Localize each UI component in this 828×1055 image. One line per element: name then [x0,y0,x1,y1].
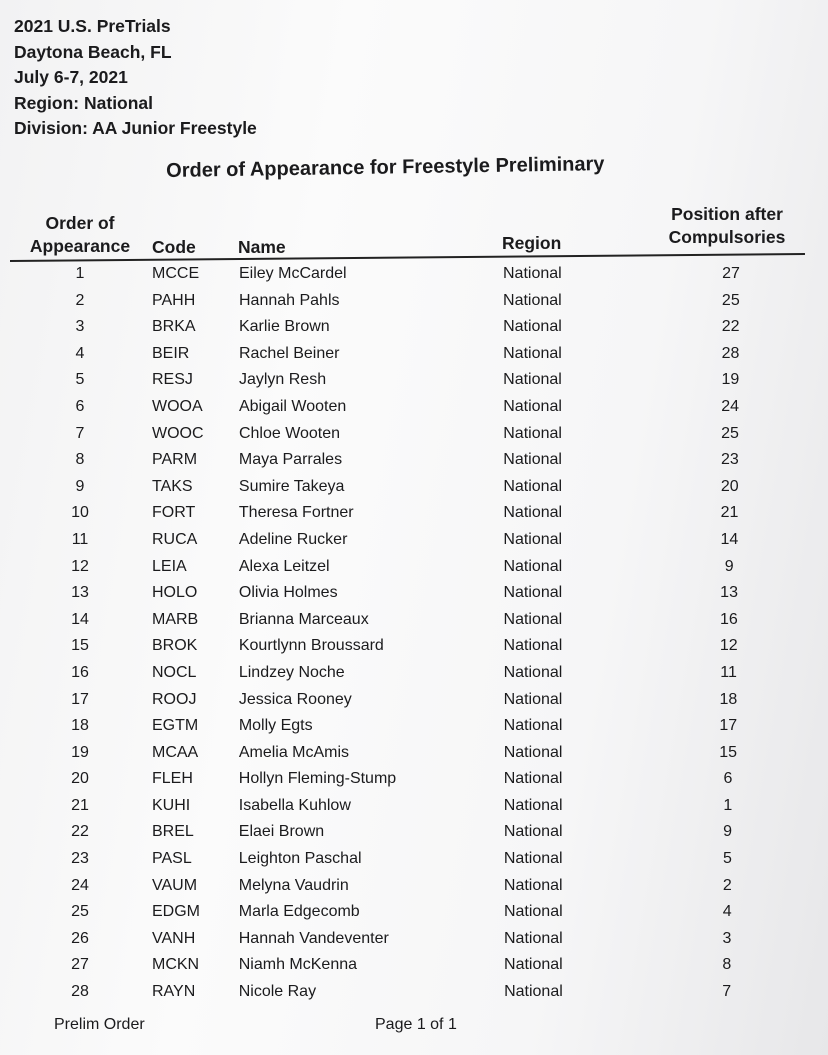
table-row [0,690,828,717]
cell-code: EDGM [152,903,200,921]
footer-label: Prelim Order [54,1016,145,1033]
cell-region: National [503,823,563,841]
cell-position: 7 [722,983,732,1001]
cell-order: 20 [71,770,89,788]
cell-position: 9 [724,557,734,575]
table-row [0,370,828,397]
cell-code: BROK [152,637,198,655]
cell-region: National [503,690,563,708]
cell-order: 24 [71,876,89,894]
cell-region: National [503,637,563,655]
cell-name: Eiley McCardel [239,265,347,282]
cell-order: 27 [71,956,89,974]
cell-order: 18 [71,717,89,735]
results-table [0,264,828,1009]
column-header-region: Region [502,233,562,253]
cell-code: FLEH [152,770,193,788]
cell-region: National [504,956,563,974]
cell-order: 16 [71,663,89,681]
cell-order: 10 [71,504,89,522]
table-row [0,503,828,530]
cell-name: Karlie Brown [238,318,330,336]
cell-name: Alexa Leitzel [238,557,330,575]
table-row [0,557,828,584]
table-row [0,424,828,451]
cell-region: National [503,557,563,575]
column-header-name: Name [238,237,286,257]
event-name: 2021 U.S. PreTrials [14,16,171,36]
cell-order: 8 [75,451,85,469]
cell-name: Theresa Fortner [238,504,354,522]
table-row [0,344,828,371]
table-row [0,769,828,796]
cell-position: 17 [719,717,738,735]
event-division: Division: AA Junior Freestyle [14,118,257,139]
cell-region: National [503,424,562,442]
table-row [0,716,828,743]
table-row [0,636,828,663]
cell-position: 25 [721,424,739,442]
cell-region: National [504,929,563,947]
cell-name: Abigail Wooten [238,397,347,415]
cell-name: Molly Egts [238,717,313,735]
cell-order: 1 [75,265,85,282]
cell-region: National [503,876,563,894]
cell-position: 8 [722,956,732,974]
cell-position: 13 [720,584,738,602]
cell-name: Isabella Kuhlow [238,796,351,814]
cell-code: MCCE [152,265,200,282]
cell-region: National [503,451,562,469]
table-row [0,955,828,982]
cell-region: National [503,371,562,389]
cell-order: 11 [71,530,89,548]
table-row [0,317,828,344]
cell-name: Melyna Vaudrin [238,876,349,894]
cell-region: National [503,850,563,868]
table-row [0,264,828,291]
cell-name: Leighton Paschal [238,850,362,868]
cell-name: Elaei Brown [238,823,325,841]
cell-order: 17 [71,690,89,708]
cell-region: National [503,344,562,362]
column-header-position-line1: Position after [671,204,783,224]
cell-code: WOOA [152,397,203,415]
cell-order: 12 [71,557,89,575]
cell-position: 28 [721,344,740,362]
column-header-position [662,203,792,249]
cell-region: National [503,291,562,309]
cell-position: 22 [721,318,740,336]
cell-name: Hannah Vandeventer [238,929,389,947]
column-header-order-line2: Appearance [29,236,131,256]
cell-name: Amelia McAmis [238,743,350,761]
cell-position: 1 [723,796,733,814]
cell-name: Hannah Pahls [238,291,340,309]
cell-order: 19 [71,743,89,761]
cell-name: Rachel Beiner [238,344,340,362]
cell-name: Maya Parrales [238,451,343,469]
table-row [0,796,828,823]
cell-code: HOLO [152,584,198,602]
cell-position: 15 [719,743,737,761]
page-title: Order of Appearance for Freestyle Preliminary [166,153,605,182]
cell-order: 14 [71,610,89,628]
cell-position: 3 [722,929,732,947]
cell-code: MCKN [152,956,200,974]
cell-order: 4 [75,344,85,362]
cell-position: 27 [722,265,740,282]
table-row [0,450,828,477]
cell-code: MCAA [152,743,199,761]
cell-code: FORT [152,504,196,522]
cell-order: 25 [71,903,89,921]
cell-region: National [503,796,563,814]
table-row [0,530,828,557]
cell-code: WOOC [152,424,204,442]
cell-code: BREL [152,823,194,841]
cell-code: RUCA [152,530,198,548]
cell-position: 5 [723,850,732,868]
table-row [0,477,828,504]
table-row [0,291,828,318]
cell-region: National [503,743,563,761]
cell-name: Lindzey Noche [238,663,345,681]
table-row [0,876,828,903]
cell-position: 9 [723,823,733,841]
cell-code: RESJ [152,371,193,389]
cell-region: National [503,477,563,495]
cell-region: National [503,770,563,788]
cell-region: National [503,663,563,681]
cell-name: Jaylyn Resh [238,371,327,389]
cell-region: National [503,530,563,548]
cell-code: NOCL [152,663,197,681]
cell-code: BEIR [152,344,190,362]
table-row [0,397,828,424]
cell-region: National [503,610,563,628]
cell-name: Olivia Holmes [238,584,338,602]
cell-name: Niamh McKenna [238,956,358,974]
cell-position: 19 [721,371,740,389]
cell-region: National [503,584,563,602]
column-header-order [24,212,136,258]
cell-code: MARB [152,610,199,628]
cell-code: VANH [152,929,196,947]
table-row [0,743,828,770]
cell-code: LEIA [152,557,187,575]
cell-code: BRKA [152,318,196,336]
cell-order: 9 [75,477,85,495]
cell-position: 20 [720,477,739,495]
page-number: Page 1 of 1 [375,1016,457,1033]
table-row [0,849,828,876]
column-header-code: Code [152,237,196,257]
table-row [0,583,828,610]
event-dates: July 6-7, 2021 [14,67,128,88]
cell-order: 2 [75,291,85,309]
event-info [14,14,257,142]
column-header-order-line1: Order of [45,213,115,233]
cell-position: 11 [720,663,737,681]
cell-name: Chloe Wooten [238,424,341,442]
cell-name: Brianna Marceaux [238,610,369,628]
cell-order: 26 [71,929,89,947]
cell-position: 21 [720,504,739,522]
cell-code: PAHH [152,291,196,309]
cell-name: Sumire Takeya [238,477,345,495]
cell-position: 4 [722,903,732,921]
cell-code: RAYN [152,983,196,1001]
cell-order: 3 [75,318,85,336]
cell-position: 24 [721,397,740,415]
cell-region: National [503,504,563,522]
cell-code: PASL [152,850,192,868]
cell-region: National [504,983,563,1001]
cell-region: National [503,903,563,921]
cell-region: National [503,318,562,336]
event-location: Daytona Beach, FL [14,41,172,62]
cell-name: Kourtlynn Broussard [238,637,384,655]
column-header-position-line2: Compulsories [668,227,786,247]
cell-name: Hollyn Fleming-Stump [238,770,397,788]
table-row [0,610,828,637]
cell-position: 14 [720,530,739,548]
cell-order: 7 [75,424,85,442]
cell-position: 16 [720,610,738,628]
cell-name: Jessica Rooney [238,690,352,708]
cell-order: 21 [71,796,89,814]
cell-code: ROOJ [152,690,197,708]
cell-position: 2 [722,876,732,894]
cell-name: Adeline Rucker [238,530,348,548]
cell-position: 18 [719,690,738,708]
table-row [0,929,828,956]
cell-position: 6 [723,770,733,788]
event-region: Region: National [14,92,154,113]
cell-code: TAKS [152,477,193,495]
cell-order: 13 [71,584,89,602]
table-row [0,822,828,849]
cell-region: National [503,397,562,415]
cell-code: VAUM [152,876,198,894]
cell-order: 5 [75,371,85,389]
cell-order: 23 [71,850,89,868]
table-row [0,982,828,1009]
cell-region: National [503,717,563,735]
cell-order: 28 [71,983,89,1001]
cell-position: 12 [719,637,738,655]
cell-order: 22 [71,823,89,841]
table-row [0,902,828,929]
cell-position: 25 [721,291,740,309]
cell-order: 6 [75,397,85,415]
cell-position: 23 [720,451,739,469]
cell-name: Marla Edgecomb [238,903,360,921]
cell-name: Nicole Ray [238,983,317,1001]
cell-code: KUHI [152,796,191,814]
cell-code: EGTM [152,717,199,735]
cell-region: National [503,265,562,282]
table-row [0,663,828,690]
cell-code: PARM [152,451,198,469]
cell-order: 15 [71,637,89,655]
